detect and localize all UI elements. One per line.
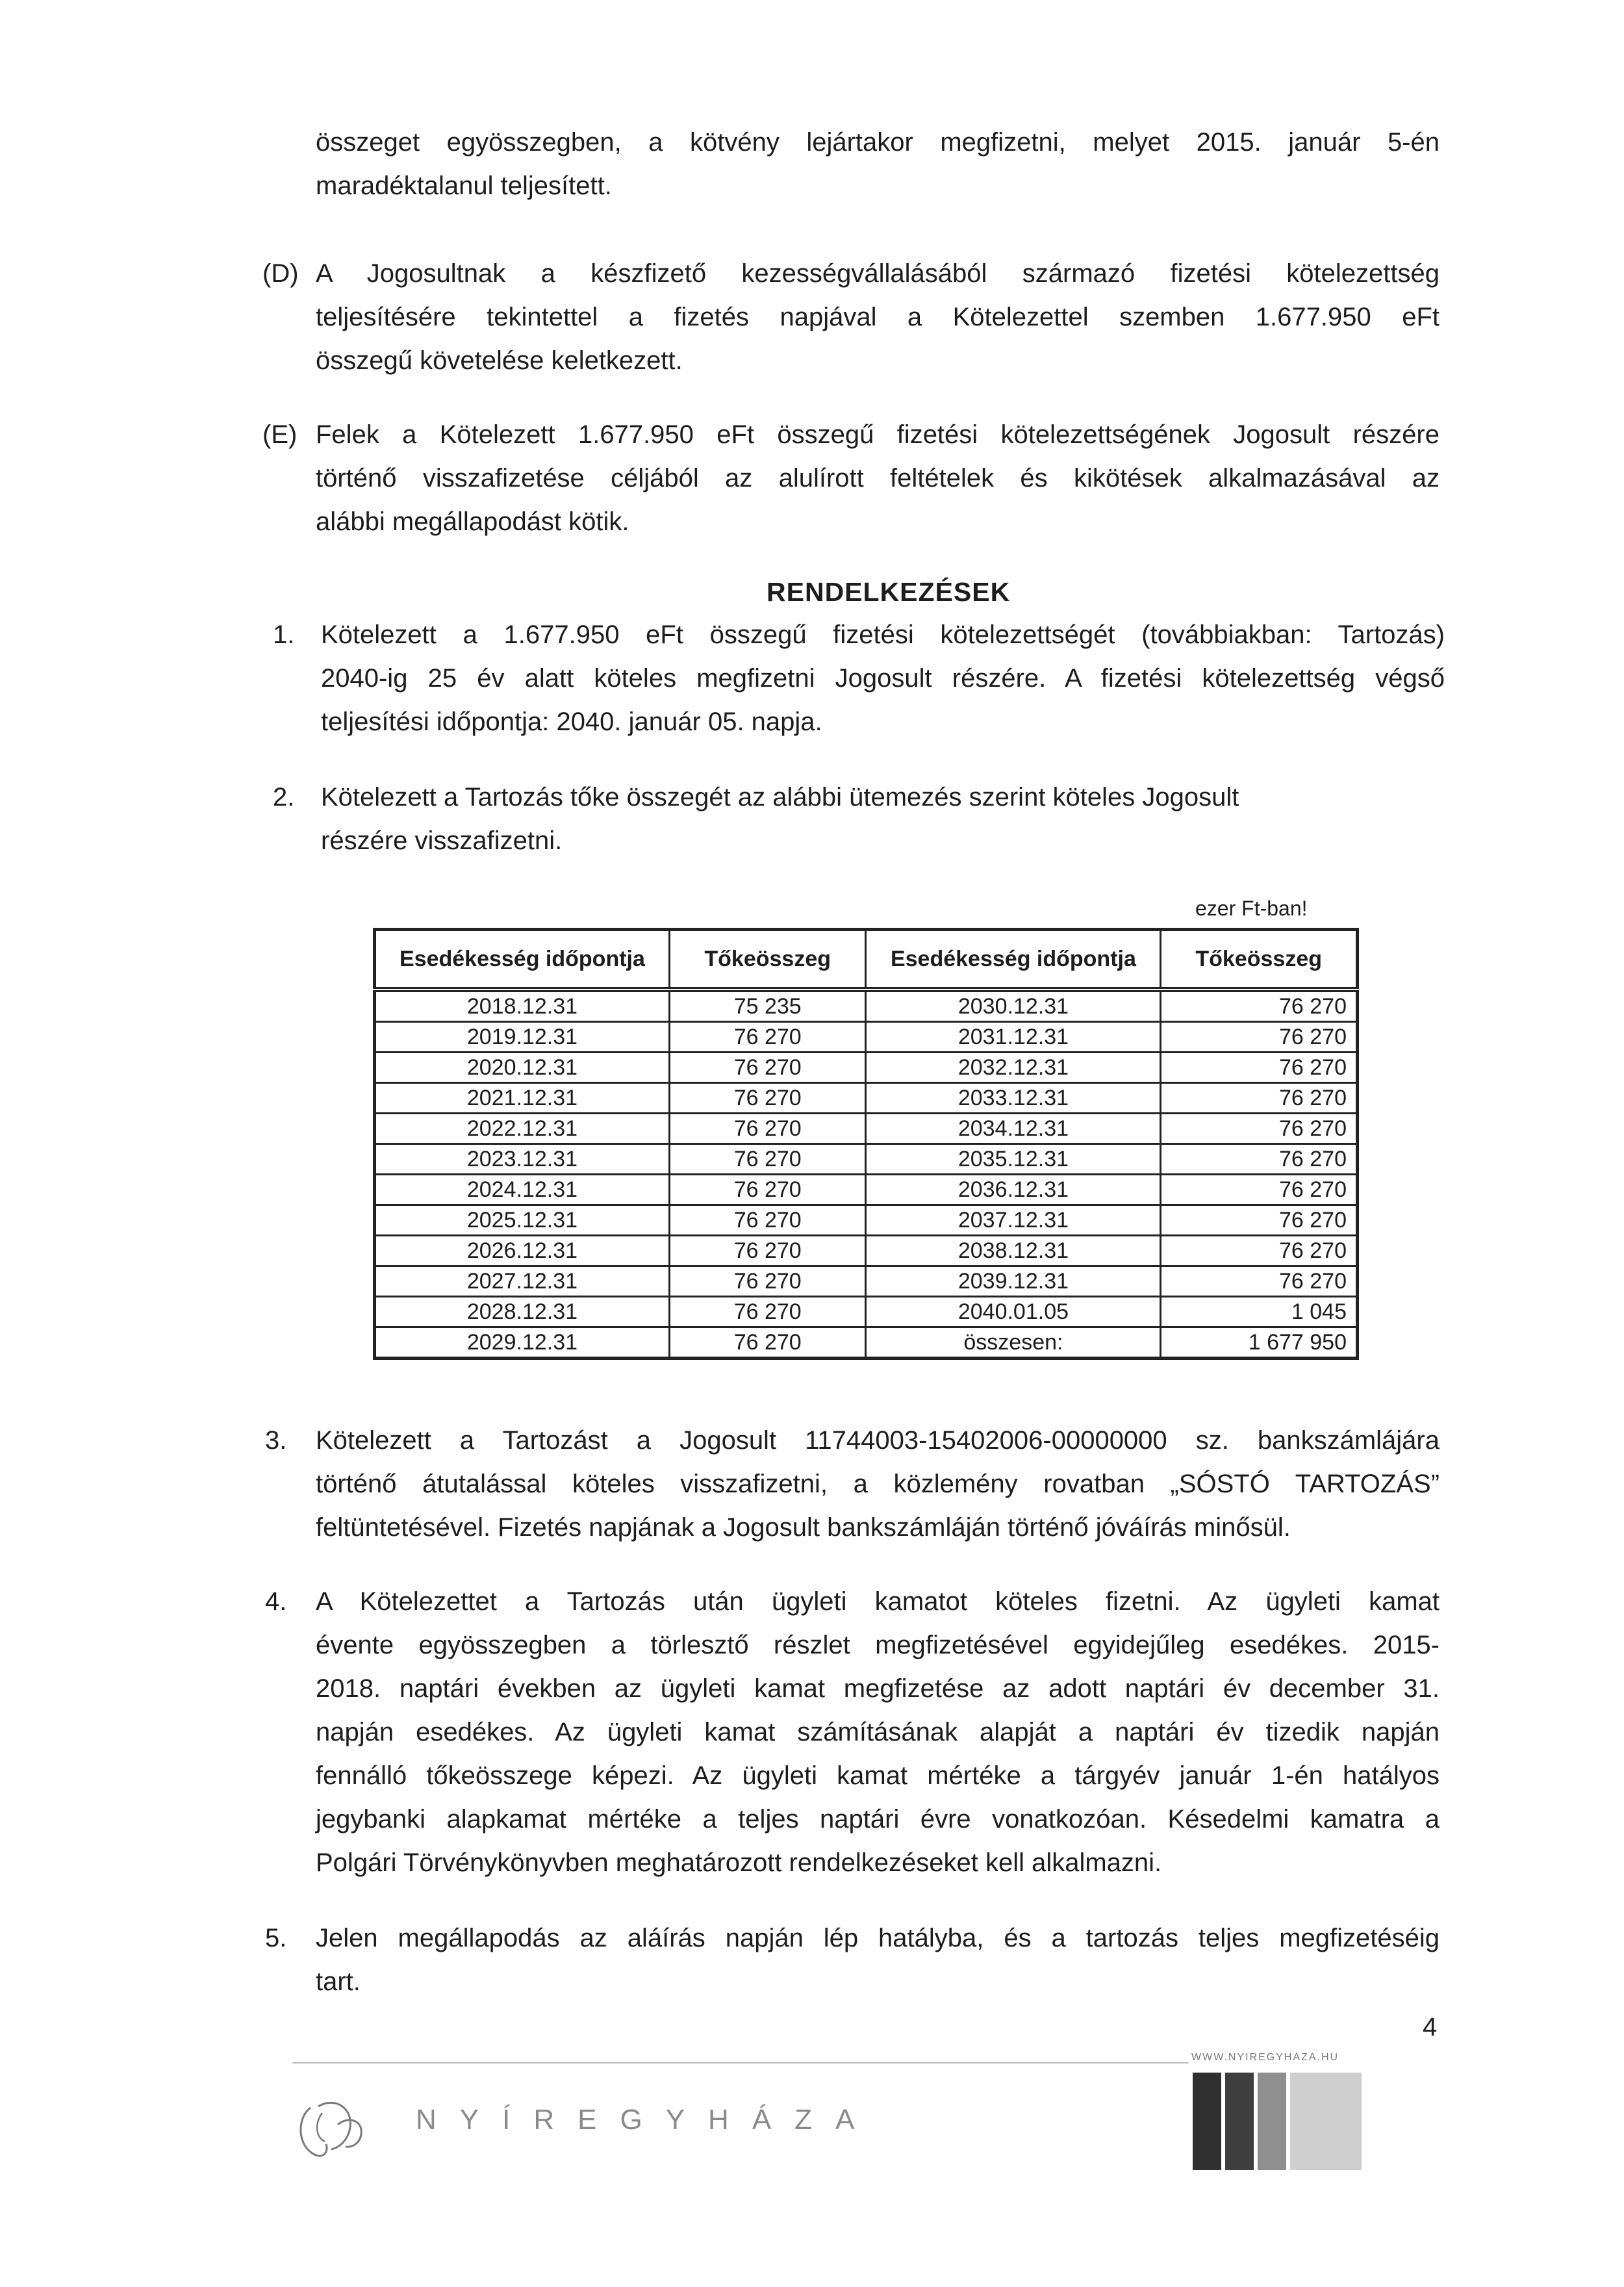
table-row [375, 1297, 1358, 1327]
principal-cell: 76 270 [1161, 1236, 1358, 1266]
principal-cell: 76 270 [1161, 1144, 1358, 1175]
footer-divider [292, 2062, 1189, 2063]
principal-cell: 76 270 [669, 1022, 866, 1053]
intro-line: összeget egyösszegben, a kötvény lejártakor megfizetni, melyet 2015. január 5-én [316, 128, 1440, 157]
principal-cell: 76 270 [1161, 1022, 1358, 1053]
item-5-text [316, 1917, 1440, 2004]
principal-cell: 76 270 [669, 1327, 866, 1359]
item-line: tart. [316, 1967, 361, 1996]
item-3-text [316, 1419, 1440, 1550]
clause-e-text [316, 413, 1440, 544]
principal-cell: 76 270 [1161, 1083, 1358, 1114]
due-date-cell: 2018.12.31 [375, 990, 670, 1022]
clause-line: Felek a Kötelezett 1.677.950 eFt összegű fizetési kötelezettségének Jogosult részére [316, 420, 1440, 449]
clause-line: alábbi megállapodást kötik. [316, 507, 629, 536]
principal-cell: 1 045 [1161, 1297, 1358, 1327]
due-date-cell: 2021.12.31 [375, 1083, 670, 1114]
table-unit-note: ezer Ft-ban! [1195, 897, 1308, 920]
item-line: Kötelezett a 1.677.950 eFt összegű fizetési kötelezettségét (továbbiakban: Tartozás) [321, 620, 1445, 649]
principal-cell: 76 270 [669, 1236, 866, 1266]
principal-cell: 76 270 [669, 1144, 866, 1175]
due-date-cell: 2025.12.31 [375, 1205, 670, 1236]
item-line: fennálló tőkeösszege képezi. Az ügyleti kamat mértéke a tárgyév január 1-én hatályos [316, 1761, 1440, 1790]
principal-cell: 76 270 [1161, 1053, 1358, 1083]
clause-d-label: (D) [262, 259, 299, 288]
footer-bar-dark [1193, 2073, 1221, 2170]
footer-url: WWW.NYIREGYHAZA.HU [1191, 2052, 1339, 2063]
principal-cell: 76 270 [669, 1083, 866, 1114]
due-date-cell: 2037.12.31 [866, 1205, 1161, 1236]
page-number: 4 [1423, 2013, 1438, 2041]
clause-line: A Jogosultnak a készfizető kezességvállalásából származó fizetési kötelezettség [316, 259, 1440, 288]
due-date-cell: 2033.12.31 [866, 1083, 1161, 1114]
principal-cell: 75 235 [669, 990, 866, 1022]
due-date-cell: 2040.01.05 [866, 1297, 1161, 1327]
due-date-cell: 2024.12.31 [375, 1175, 670, 1205]
table-row [375, 1175, 1358, 1205]
city-logo-text: NYÍREGYHÁZA [416, 2104, 878, 2136]
due-date-cell: 2027.12.31 [375, 1266, 670, 1297]
city-logo-icon [292, 2087, 377, 2171]
principal-cell: 76 270 [669, 1266, 866, 1297]
section-title: RENDELKEZÉSEK [767, 577, 1011, 607]
intro-paragraph [316, 121, 1440, 208]
item-line: Polgári Törvénykönyvben meghatározott rendelkezéseket kell alkalmazni. [316, 1848, 1162, 1877]
due-date-cell: 2038.12.31 [866, 1236, 1161, 1266]
item-line: 2040-ig 25 év alatt köteles megfizetni Jogosult részére. A fizetési kötelezettség végső [321, 664, 1445, 693]
due-date-cell: 2031.12.31 [866, 1022, 1161, 1053]
clause-line: teljesítésére tekintettel a fizetés napjával a Kötelezettel szemben 1.677.950 eFt [316, 303, 1440, 331]
item-line: A Kötelezettet a Tartozás után ügyleti kamatot köteles fizetni. Az ügyleti kamat [316, 1587, 1440, 1616]
due-date-cell: 2029.12.31 [375, 1327, 670, 1359]
item-line: történő átutalással köteles visszafizetni, a közlemény rovatban „SÓSTÓ TARTOZÁS” [316, 1470, 1440, 1498]
item-line: részére visszafizetni. [321, 826, 563, 855]
table-row [375, 1022, 1358, 1053]
item-line: évente egyösszegben a törlesztő részlet megfizetésével egyidejűleg esedékes. 2015- [316, 1631, 1440, 1659]
due-date-cell: 2036.12.31 [866, 1175, 1161, 1205]
due-date-cell: összesen: [866, 1327, 1161, 1359]
table-row [375, 1236, 1358, 1266]
due-date-cell: 2032.12.31 [866, 1053, 1161, 1083]
principal-cell: 76 270 [669, 1175, 866, 1205]
item-2-text [321, 776, 1445, 863]
principal-cell: 76 270 [1161, 1205, 1358, 1236]
due-date-cell: 2019.12.31 [375, 1022, 670, 1053]
item-number: 1. [273, 620, 295, 649]
due-date-cell: 2022.12.31 [375, 1114, 670, 1144]
item-number: 3. [265, 1426, 287, 1455]
item-line: Kötelezett a Tartozást a Jogosult 11744003-15402006-00000000 sz. bankszámlájára [316, 1426, 1440, 1455]
item-4-text [316, 1580, 1440, 1885]
footer-bar-dark [1225, 2073, 1254, 2170]
principal-cell: 1 677 950 [1161, 1327, 1358, 1359]
item-number: 5. [265, 1924, 287, 1952]
table-row [375, 1053, 1358, 1083]
clause-d-text [316, 252, 1440, 383]
item-line: feltüntetésével. Fizetés napjának a Jogosult bankszámláján történő jóváírás minősül. [316, 1513, 1291, 1542]
due-date-cell: 2020.12.31 [375, 1053, 670, 1083]
table-row [375, 1144, 1358, 1175]
item-line: 2018. naptári években az ügyleti kamat megfizetése az adott naptári év december 31. [316, 1674, 1440, 1703]
clause-e-label: (E) [262, 420, 298, 449]
due-date-cell: 2023.12.31 [375, 1144, 670, 1175]
principal-cell: 76 270 [1161, 1114, 1358, 1144]
table-row [375, 1083, 1358, 1114]
principal-cell: 76 270 [1161, 1175, 1358, 1205]
item-line: napján esedékes. Az ügyleti kamat számításának alapját a naptári év tizedik napján [316, 1718, 1440, 1746]
item-1-text [321, 613, 1445, 744]
principal-cell: 76 270 [669, 1114, 866, 1144]
principal-cell: 76 270 [1161, 990, 1358, 1022]
item-number: 2. [273, 783, 295, 811]
repayment-schedule-table [373, 928, 1359, 1360]
clause-line: történő visszafizetése céljából az alulírott feltételek és kikötések alkalmazásával az [316, 464, 1440, 492]
table-header-row [375, 930, 1358, 990]
table-row [375, 1266, 1358, 1297]
due-date-cell: 2026.12.31 [375, 1236, 670, 1266]
principal-cell: 76 270 [1161, 1266, 1358, 1297]
principal-cell: 76 270 [669, 1205, 866, 1236]
item-number: 4. [265, 1587, 287, 1616]
due-date-cell: 2028.12.31 [375, 1297, 670, 1327]
due-date-cell: 2034.12.31 [866, 1114, 1161, 1144]
footer-bar-light [1290, 2073, 1362, 2170]
clause-line: összegű követelése keletkezett. [316, 346, 683, 375]
principal-cell: 76 270 [669, 1297, 866, 1327]
item-line: teljesítési időpontja: 2040. január 05. napja. [321, 708, 822, 736]
table-row [375, 990, 1358, 1022]
due-date-cell: 2035.12.31 [866, 1144, 1161, 1175]
table-row [375, 1114, 1358, 1144]
intro-line: maradéktalanul teljesített. [316, 172, 612, 200]
principal-cell: 76 270 [669, 1053, 866, 1083]
table-row [375, 1205, 1358, 1236]
header-principal: Tőkeösszeg [1161, 930, 1358, 990]
table-body [375, 990, 1358, 1359]
item-line: Kötelezett a Tartozás tőke összegét az alábbi ütemezés szerint köteles Jogosult [321, 783, 1239, 811]
item-line: jegybanki alapkamat mértéke a teljes naptári évre vonatkozóan. Késedelmi kamatra a [316, 1805, 1440, 1833]
header-principal: Tőkeösszeg [669, 930, 866, 990]
header-due-date: Esedékesség időpontja [866, 930, 1161, 990]
due-date-cell: 2030.12.31 [866, 990, 1161, 1022]
item-line: Jelen megállapodás az aláírás napján lép hatályba, és a tartozás teljes megfizetéséig [316, 1924, 1440, 1952]
table-row [375, 1327, 1358, 1359]
header-due-date: Esedékesség időpontja [375, 930, 670, 990]
due-date-cell: 2039.12.31 [866, 1266, 1161, 1297]
footer-bar-mid [1258, 2073, 1286, 2170]
